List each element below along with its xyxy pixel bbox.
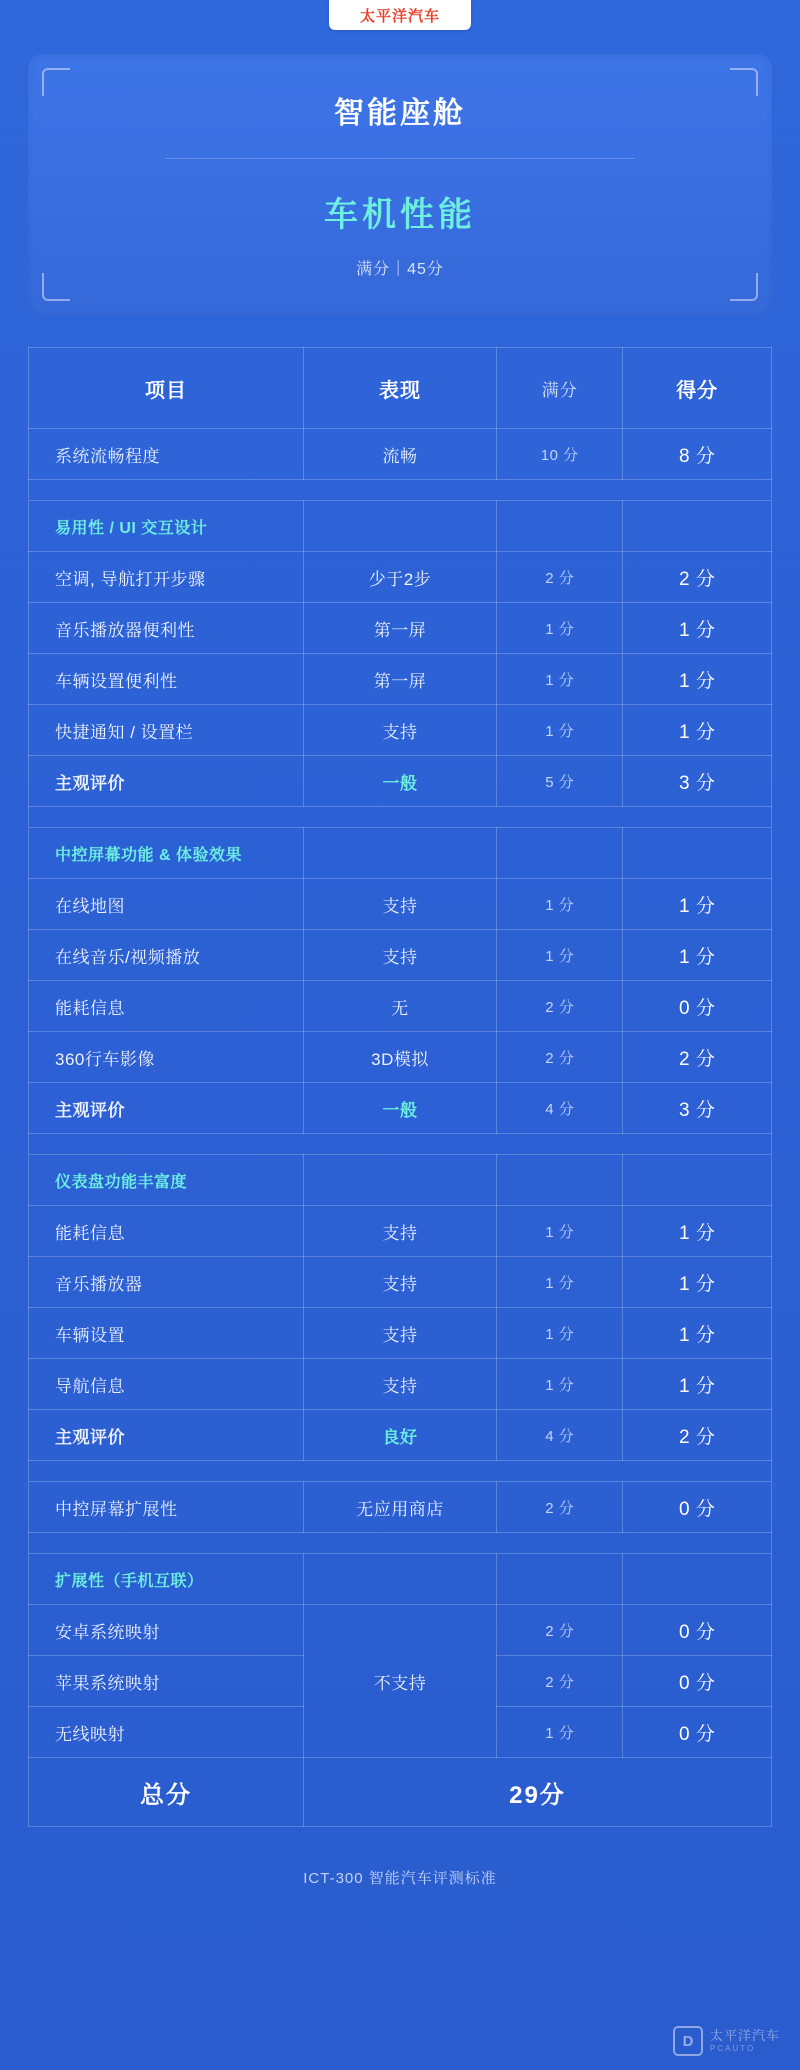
corner-bracket-bottom-left-icon [42, 273, 70, 301]
cell-item: 主观评价 [29, 1083, 304, 1134]
cell-item: 在线地图 [29, 879, 304, 930]
cell-performance: 无 [303, 981, 496, 1032]
table-row [29, 1359, 772, 1410]
cell-performance: 支持 [303, 705, 496, 756]
cell-item: 系统流畅程度 [29, 429, 304, 480]
cell-score: 0 分 [623, 981, 772, 1032]
table-spacer-cell [29, 480, 772, 501]
table-spacer-cell [29, 807, 772, 828]
cell-score: 1 分 [623, 1257, 772, 1308]
table-row [29, 879, 772, 930]
cell-score: 2 分 [623, 1032, 772, 1083]
table-spacer-row [29, 480, 772, 501]
header-divider [165, 158, 635, 159]
corner-bracket-top-left-icon [42, 68, 70, 96]
table-row [29, 981, 772, 1032]
group-empty-cell [497, 1554, 623, 1605]
score-table-wrap [28, 347, 772, 1827]
cell-item: 主观评价 [29, 1410, 304, 1461]
cell-max-score: 1 分 [497, 930, 623, 981]
cell-max-score: 10 分 [497, 429, 623, 480]
cell-performance: 支持 [303, 930, 496, 981]
cell-max-score: 1 分 [497, 1257, 623, 1308]
cell-score: 1 分 [623, 1308, 772, 1359]
cell-max-score: 2 分 [497, 1032, 623, 1083]
table-row [29, 1308, 772, 1359]
cell-max-score: 1 分 [497, 1206, 623, 1257]
total-row [29, 1758, 772, 1827]
cell-max-score: 2 分 [497, 1656, 623, 1707]
table-spacer-cell [29, 1533, 772, 1554]
cell-max-score: 2 分 [497, 1605, 623, 1656]
page-title: 智能座舱 [334, 97, 466, 130]
cell-score: 1 分 [623, 879, 772, 930]
cell-performance: 流畅 [303, 429, 496, 480]
cell-max-score: 4 分 [497, 1410, 623, 1461]
cell-item: 苹果系统映射 [29, 1656, 304, 1707]
cell-performance: 支持 [303, 1308, 496, 1359]
cell-item: 能耗信息 [29, 1206, 304, 1257]
cell-performance: 支持 [303, 1257, 496, 1308]
watermark-main-text: 太平洋汽车 [709, 2027, 780, 2043]
group-empty-cell [497, 828, 623, 879]
cell-score: 2 分 [623, 552, 772, 603]
group-empty-cell [303, 828, 496, 879]
column-header-performance: 表现 [303, 348, 496, 429]
corner-bracket-bottom-right-icon [730, 273, 758, 301]
cell-item: 无线映射 [29, 1707, 304, 1758]
table-row [29, 1032, 772, 1083]
cell-item: 空调, 导航打开步骤 [29, 552, 304, 603]
table-spacer-row [29, 1533, 772, 1554]
brand-name: 太平洋汽车 [359, 7, 440, 25]
table-group-row [29, 1155, 772, 1206]
cell-item: 360行车影像 [29, 1032, 304, 1083]
score-table [28, 347, 772, 1827]
cell-item: 音乐播放器 [29, 1257, 304, 1308]
cell-score: 0 分 [623, 1707, 772, 1758]
cell-item: 音乐播放器便利性 [29, 603, 304, 654]
group-empty-cell [623, 1554, 772, 1605]
cell-max-score: 1 分 [497, 654, 623, 705]
table-row [29, 552, 772, 603]
cell-score: 1 分 [623, 654, 772, 705]
total-value: 29分 [303, 1758, 771, 1827]
cell-score: 0 分 [623, 1482, 772, 1533]
cell-score: 8 分 [623, 429, 772, 480]
table-row [29, 705, 772, 756]
table-row [29, 429, 772, 480]
cell-score: 0 分 [623, 1605, 772, 1656]
table-row [29, 1482, 772, 1533]
cell-max-score: 4 分 [497, 1083, 623, 1134]
cell-max-score: 1 分 [497, 705, 623, 756]
max-score-note: 满分｜45分 [356, 261, 444, 278]
cell-item: 车辆设置便利性 [29, 654, 304, 705]
table-group-row [29, 828, 772, 879]
cell-performance: 支持 [303, 1206, 496, 1257]
table-row [29, 756, 772, 807]
cell-max-score: 2 分 [497, 981, 623, 1032]
cell-item: 导航信息 [29, 1359, 304, 1410]
table-spacer-cell [29, 1134, 772, 1155]
group-empty-cell [623, 501, 772, 552]
cell-performance: 良好 [303, 1410, 496, 1461]
footer-note: ICT-300 智能汽车评测标准 [303, 1870, 497, 1887]
group-label: 仪表盘功能丰富度 [29, 1155, 304, 1206]
group-empty-cell [623, 1155, 772, 1206]
cell-max-score: 1 分 [497, 1308, 623, 1359]
brand-tab [329, 0, 471, 30]
table-row [29, 1410, 772, 1461]
cell-score: 3 分 [623, 1083, 772, 1134]
group-label: 扩展性（手机互联） [29, 1554, 304, 1605]
table-spacer-row [29, 1461, 772, 1482]
cell-score: 0 分 [623, 1656, 772, 1707]
cell-score: 3 分 [623, 756, 772, 807]
cell-item: 车辆设置 [29, 1308, 304, 1359]
cell-item: 能耗信息 [29, 981, 304, 1032]
cell-score: 1 分 [623, 705, 772, 756]
cell-performance: 支持 [303, 1359, 496, 1410]
header-card [28, 54, 772, 315]
cell-item: 主观评价 [29, 756, 304, 807]
cell-performance: 第一屏 [303, 654, 496, 705]
table-spacer-row [29, 1134, 772, 1155]
table-row [29, 1257, 772, 1308]
group-label: 中控屏幕功能 & 体验效果 [29, 828, 304, 879]
cell-performance: 一般 [303, 756, 496, 807]
cell-score: 2 分 [623, 1410, 772, 1461]
table-group-row [29, 501, 772, 552]
cell-score: 1 分 [623, 1206, 772, 1257]
column-header-score: 得分 [623, 348, 772, 429]
cell-item: 快捷通知 / 设置栏 [29, 705, 304, 756]
cell-item: 安卓系统映射 [29, 1605, 304, 1656]
cell-max-score: 2 分 [497, 1482, 623, 1533]
table-header-row [29, 348, 772, 429]
table-row [29, 603, 772, 654]
table-row [29, 1206, 772, 1257]
table-spacer-row [29, 807, 772, 828]
table-row [29, 1605, 772, 1656]
group-empty-cell [623, 828, 772, 879]
table-row [29, 1083, 772, 1134]
table-row [29, 930, 772, 981]
group-empty-cell [303, 1554, 496, 1605]
table-body [29, 429, 772, 1758]
total-label: 总分 [29, 1758, 304, 1827]
watermark-sub-text: PCAUTO [709, 2043, 756, 2053]
cell-score: 1 分 [623, 1359, 772, 1410]
column-header-max-score: 满分 [497, 348, 623, 429]
cell-performance: 3D模拟 [303, 1032, 496, 1083]
cell-max-score: 1 分 [497, 1359, 623, 1410]
cell-item: 在线音乐/视频播放 [29, 930, 304, 981]
column-header-item: 项目 [29, 348, 304, 429]
cell-performance: 无应用商店 [303, 1482, 496, 1533]
table-header [29, 348, 772, 429]
cell-score: 1 分 [623, 603, 772, 654]
cell-performance: 少于2步 [303, 552, 496, 603]
table-footer [29, 1758, 772, 1827]
cell-max-score: 1 分 [497, 1707, 623, 1758]
group-empty-cell [303, 1155, 496, 1206]
group-empty-cell [497, 1155, 623, 1206]
table-group-row [29, 1554, 772, 1605]
cell-performance: 支持 [303, 879, 496, 930]
cell-item: 中控屏幕扩展性 [29, 1482, 304, 1533]
group-empty-cell [303, 501, 496, 552]
cell-score: 1 分 [623, 930, 772, 981]
cell-performance: 不支持 [303, 1605, 496, 1758]
cell-max-score: 2 分 [497, 552, 623, 603]
cell-performance: 一般 [303, 1083, 496, 1134]
table-spacer-cell [29, 1461, 772, 1482]
group-empty-cell [497, 501, 623, 552]
group-label: 易用性 / UI 交互设计 [29, 501, 304, 552]
page-subtitle: 车机性能 [324, 196, 476, 234]
watermark-badge-icon: D [673, 2026, 703, 2056]
table-row [29, 654, 772, 705]
cell-max-score: 1 分 [497, 879, 623, 930]
cell-performance: 第一屏 [303, 603, 496, 654]
cell-max-score: 5 分 [497, 756, 623, 807]
corner-bracket-top-right-icon [730, 68, 758, 96]
watermark [673, 2026, 780, 2056]
cell-max-score: 1 分 [497, 603, 623, 654]
